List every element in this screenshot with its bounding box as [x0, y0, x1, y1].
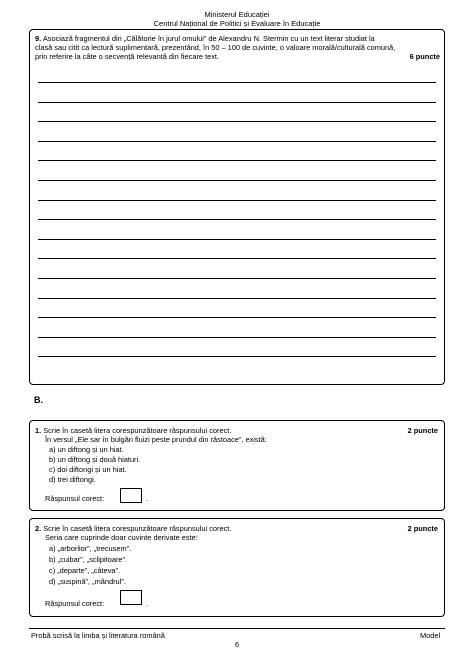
question-9-line-3: prin referire la câte o secvență relevantă din fiecare text. [35, 52, 220, 61]
footer-subject: Probă scrisă la limba și literatura română [31, 631, 165, 640]
question-2-option-c: c) „departe”, „câteva”. [49, 566, 121, 575]
question-2-instruction-row [35, 524, 231, 533]
question-9-line-2: clasă sau citit ca lectură suplimentară, prezentând, în 50 – 100 de cuvinte, o valoare morală/culturală comună, [35, 43, 396, 52]
answer-line[interactable] [38, 102, 436, 103]
question-9-text [35, 34, 440, 61]
question-1-points: 2 puncte [407, 426, 438, 435]
page-number: 6 [234, 640, 240, 649]
section-b-heading: B. [34, 395, 43, 405]
answer-line[interactable] [38, 317, 436, 318]
answer-line[interactable] [38, 121, 436, 122]
question-2-answer-label: Răspunsul corect: [45, 599, 105, 608]
question-1-answer-end: . [146, 494, 149, 503]
question-9-line-1: Asociază fragmentul din „Călătorie în jurul omului” de Alexandru N. Stermin cu un text literar studiat la [42, 34, 375, 43]
page-header [0, 10, 474, 28]
center-name: Centrul Național de Politici și Evaluare în Educație [153, 19, 321, 28]
question-1-stem: În versul „Ele sar în bulgări fluizi peste prundul din răstoace”, există: [45, 435, 267, 444]
answer-line[interactable] [38, 356, 436, 357]
answer-line[interactable] [38, 141, 436, 142]
question-1-answer-box[interactable] [120, 488, 142, 503]
answer-line[interactable] [38, 337, 436, 338]
answer-line[interactable] [38, 219, 436, 220]
question-1-option-d: d) trei diftongi. [49, 475, 96, 484]
question-2-option-b: b) „cuibar”, „sclipitoare”. [49, 555, 128, 564]
answer-line[interactable] [38, 160, 436, 161]
question-1-option-b: b) un diftong și două hiaturi. [49, 455, 141, 464]
answer-line[interactable] [38, 298, 436, 299]
question-2-option-a: a) „arborilor”, „trecusem”. [49, 544, 132, 553]
answer-line[interactable] [38, 258, 436, 259]
answer-line[interactable] [38, 278, 436, 279]
answer-line[interactable] [38, 82, 436, 83]
question-1-instruction-row [35, 426, 231, 435]
question-2-points: 2 puncte [407, 524, 438, 533]
question-9-number: 9. [35, 34, 42, 43]
question-2-answer-end: . [146, 599, 149, 608]
question-1-answer-label: Răspunsul corect: [45, 494, 105, 503]
question-1-instruction: Scrie în casetă litera corespunzătoare răspunsului corect. [43, 426, 232, 435]
footer-divider [29, 628, 445, 629]
question-1-option-a: a) un diftong și un hiat. [49, 445, 124, 454]
ministry-name: Ministerul Educației [204, 10, 270, 19]
question-2-answer-box[interactable] [120, 590, 142, 605]
question-2-stem: Seria care cuprinde doar cuvinte derivate este: [45, 533, 198, 542]
question-9-box [29, 29, 445, 385]
question-1-box [29, 420, 445, 511]
footer-model: Model [420, 631, 441, 640]
question-2-option-d: d) „suspină”, „mândrul”. [49, 577, 126, 586]
question-1-option-c: c) doi diftongi și un hiat. [49, 465, 127, 474]
answer-line[interactable] [38, 180, 436, 181]
answer-line[interactable] [38, 200, 436, 201]
question-1-number: 1. [35, 426, 42, 435]
answer-line[interactable] [38, 239, 436, 240]
question-9-points: 6 puncte [409, 52, 440, 61]
question-2-instruction: Scrie în casetă litera corespunzătoare răspunsului corect. [43, 524, 232, 533]
question-2-box [29, 518, 445, 617]
question-2-number: 2. [35, 524, 42, 533]
